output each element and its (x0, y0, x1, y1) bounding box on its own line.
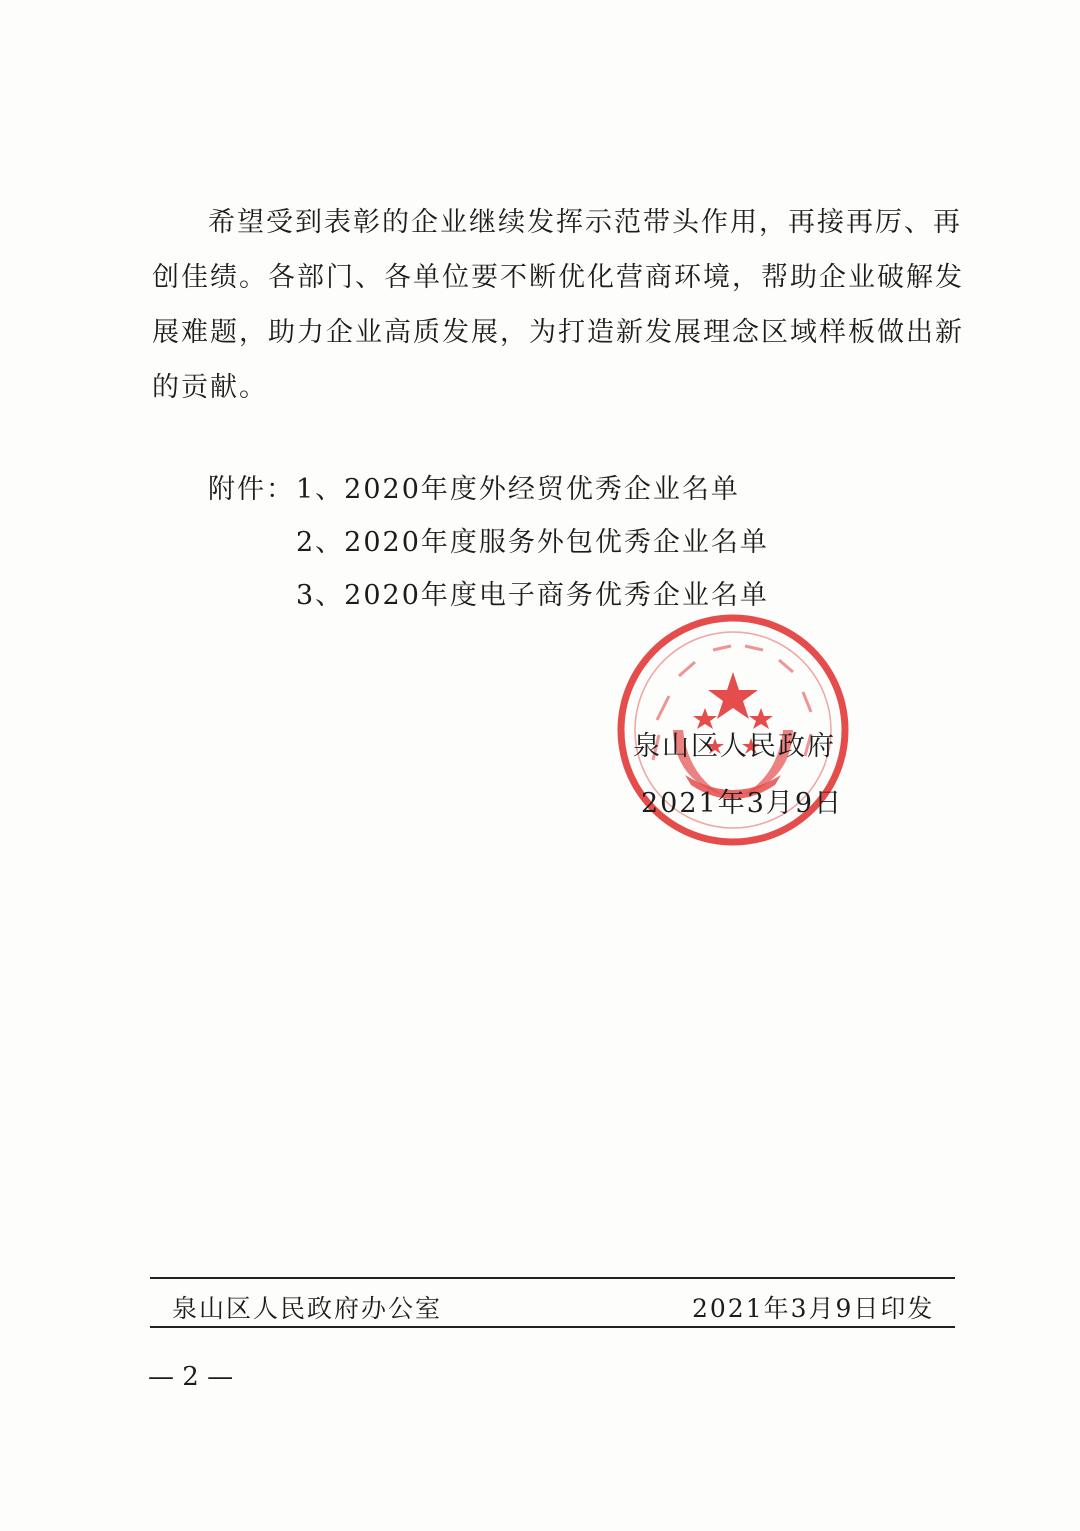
body-line-1: 希望受到表彰的企业继续发挥示范带头作用，再接再厉、再 (208, 207, 962, 238)
body-line-2: 创佳绩。各部门、各单位要不断优化营商环境，帮助企业破解发 (152, 262, 964, 293)
attachment-item-3: 3、2020年度电子商务优秀企业名单 (296, 580, 769, 611)
footer-top-rule (150, 1277, 955, 1279)
body-line-4: 的贡献。 (152, 372, 268, 403)
signature-date: 2021年3月9日 (641, 788, 844, 819)
page-number: — 2 — (148, 1362, 234, 1392)
signature-org: 泉山区人民政府 (633, 731, 836, 762)
footer-issue-date: 2021年3月9日印发 (692, 1294, 935, 1323)
footer-bottom-rule (150, 1326, 955, 1328)
footer-issuer: 泉山区人民政府办公室 (172, 1294, 443, 1323)
attachment-label: 附件： (208, 474, 295, 505)
attachment-item-1: 1、2020年度外经贸优秀企业名单 (296, 474, 740, 505)
body-paragraph (152, 195, 964, 415)
body-line-3: 展难题，助力企业高质发展，为打造新发展理念区域样板做出新 (152, 317, 964, 348)
attachment-item-2: 2、2020年度服务外包优秀企业名单 (296, 527, 769, 558)
